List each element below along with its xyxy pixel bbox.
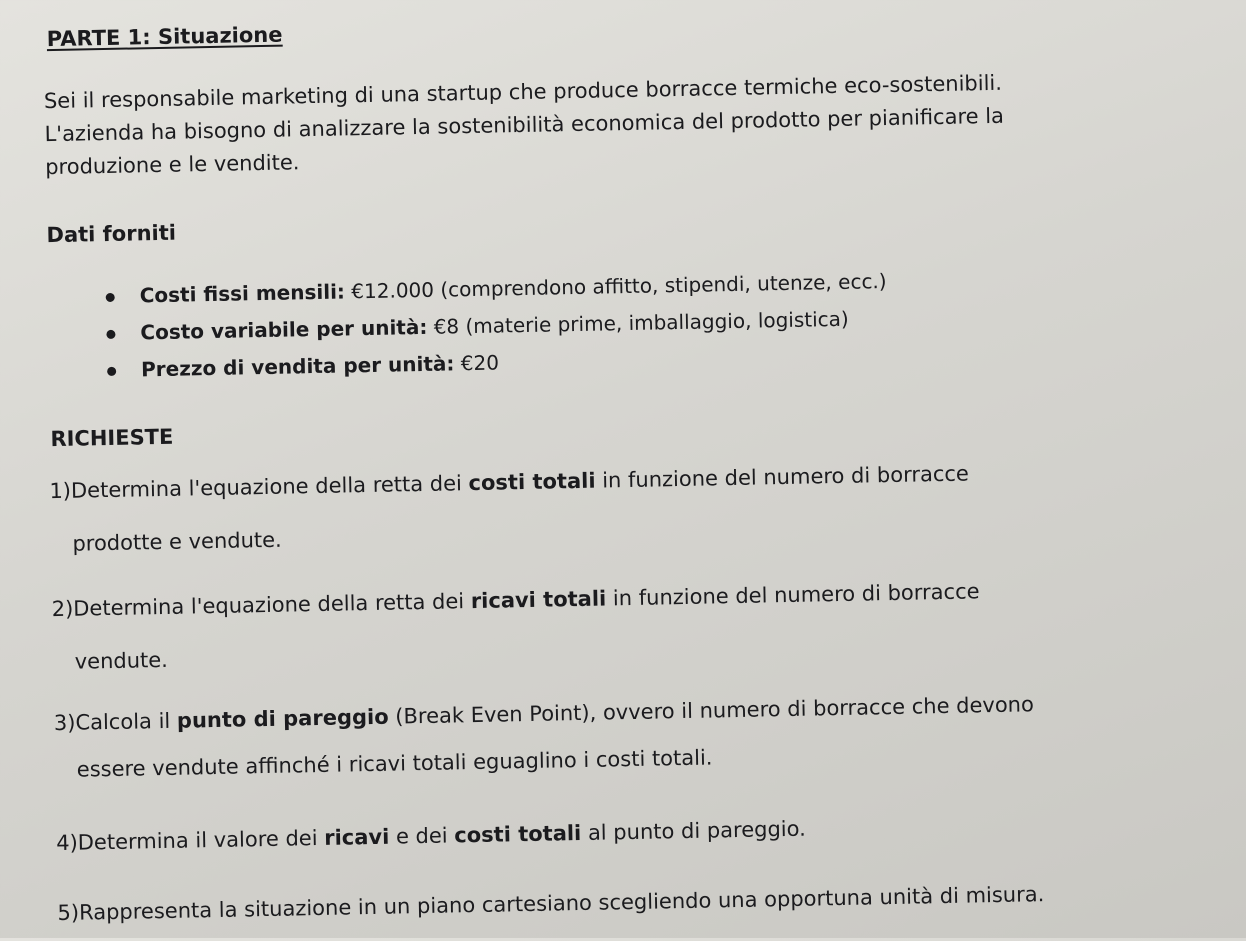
question-line: 1)Determina l'equazione della retta dei costi totali in funzione del numero di borracce bbox=[49, 461, 970, 504]
question-line: prodotte e vendute. bbox=[72, 527, 282, 556]
question-line: vendute. bbox=[74, 647, 169, 674]
item-label: Costi fissi mensili: bbox=[139, 279, 346, 308]
bullet-dot-icon bbox=[106, 293, 115, 302]
item-value: €20 bbox=[454, 350, 500, 376]
item-value: €12.000 (comprendono affitto, stipendi, utenze, ecc.) bbox=[344, 269, 887, 304]
dati-list bbox=[105, 269, 888, 395]
question-5 bbox=[57, 868, 1045, 940]
dati-heading: Dati forniti bbox=[46, 220, 177, 248]
emphasis: costi totali bbox=[454, 820, 582, 848]
emphasis: costi totali bbox=[468, 468, 596, 496]
emphasis: ricavi bbox=[323, 824, 390, 850]
page-title: PARTE 1: Situazione bbox=[46, 22, 283, 52]
item-label: Prezzo di vendita per unità: bbox=[140, 351, 455, 382]
richieste-heading: RICHIESTE bbox=[50, 424, 174, 452]
emphasis: punto di pareggio bbox=[176, 704, 389, 733]
intro-paragraph bbox=[44, 65, 1106, 184]
item-value: €8 (materie prime, imballaggio, logistica) bbox=[427, 306, 849, 339]
intro-line: L'azienda ha bisogno di analizzare la sostenibilità economica del prodotto per pianificare la bbox=[44, 103, 1005, 147]
question-line: 3)Calcola il punto di pareggio (Break Even Point), ovvero il numero di borracce che devono bbox=[53, 692, 1035, 736]
intro-line: produzione e le vendite. bbox=[44, 150, 300, 180]
question-line: 2)Determina l'equazione della retta dei ricavi totali in funzione del numero di borracce bbox=[51, 579, 980, 622]
intro-line: Sei il responsabile marketing di una startup che produce borracce termiche eco-sostenibili. bbox=[43, 70, 1003, 114]
question-2 bbox=[51, 565, 981, 689]
question-1 bbox=[49, 447, 970, 571]
question-4 bbox=[56, 803, 807, 870]
bullet-dot-icon bbox=[106, 330, 115, 339]
question-line: 4)Determina il valore dei ricavi e dei costi totali al punto di pareggio. bbox=[55, 816, 806, 856]
question-line: essere vendute affinché i ricavi totali eguaglino i costi totali. bbox=[76, 745, 713, 782]
item-label: Costo variabile per unità: bbox=[140, 314, 428, 345]
question-line: 5)Rappresenta la situazione in un piano cartesiano scegliendo una opportuna unità di misura. bbox=[57, 882, 1045, 926]
bullet-dot-icon bbox=[107, 367, 116, 376]
question-3 bbox=[53, 678, 1035, 790]
emphasis: ricavi totali bbox=[470, 586, 607, 614]
